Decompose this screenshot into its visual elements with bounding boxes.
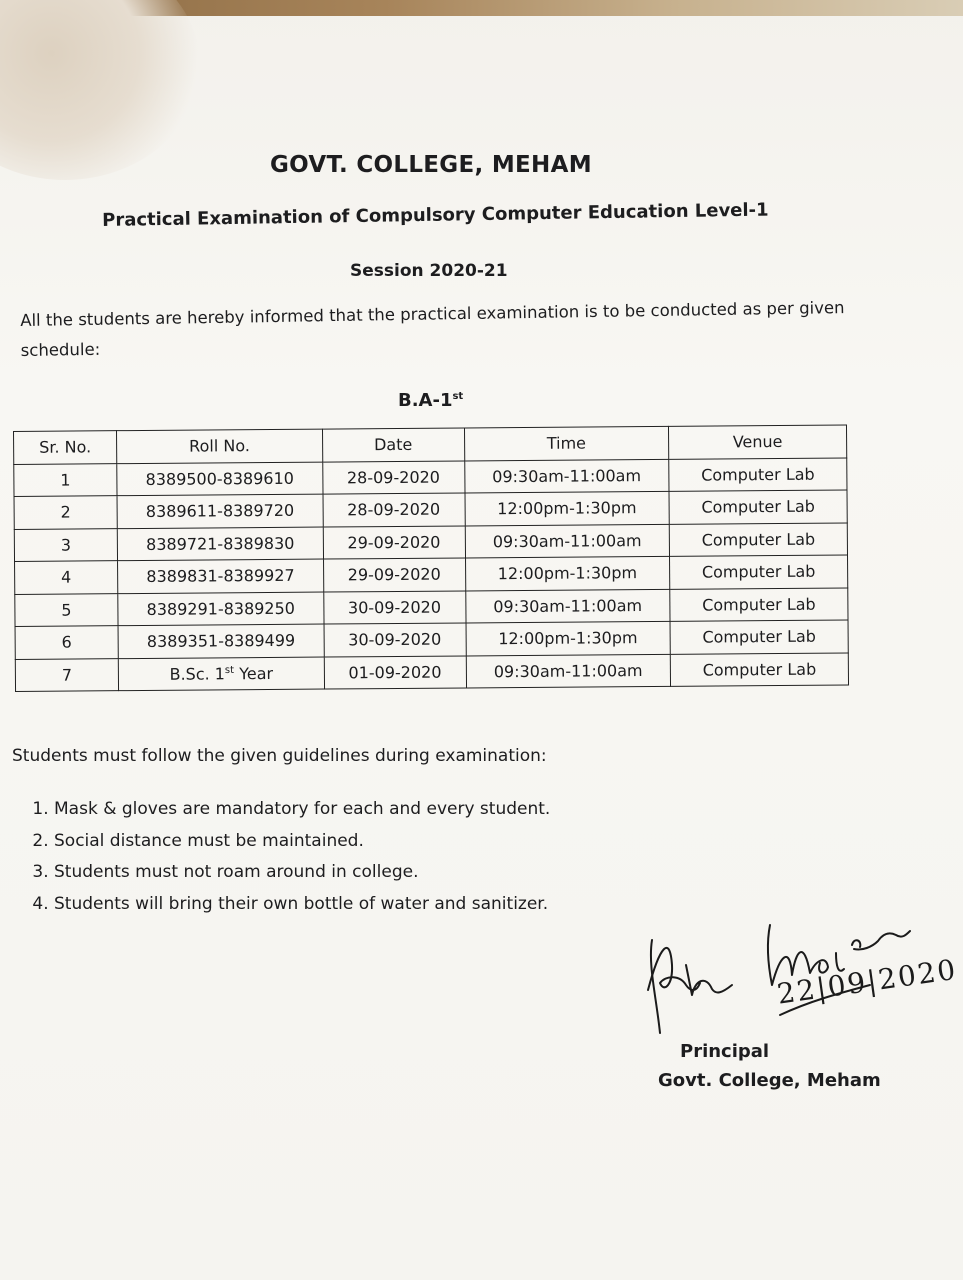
cell-roll xyxy=(118,657,324,691)
cell-date: 28-09-2020 xyxy=(322,460,464,494)
cell-date: 29-09-2020 xyxy=(323,558,465,592)
cell-roll-prefix: B.Sc. 1 xyxy=(169,664,226,684)
session-label: Session 2020-21 xyxy=(350,261,508,281)
cell-roll: 8389291-8389250 xyxy=(118,592,324,626)
table-row xyxy=(15,652,848,691)
cell-roll: 8389611-8389720 xyxy=(117,494,323,528)
cell-time: 09:30am-11:00am xyxy=(464,459,669,493)
class-label-text: B.A-1 xyxy=(398,390,453,411)
schedule-table-wrapper xyxy=(13,424,849,692)
signature-date: 22|09|2020 xyxy=(775,952,960,1011)
cell-venue: Computer Lab xyxy=(669,490,847,524)
exam-title: Practical Examination of Compulsory Computer Education Level-1 xyxy=(102,199,769,231)
cell-date: 28-09-2020 xyxy=(323,493,465,527)
cell-time: 09:30am-11:00am xyxy=(465,589,670,623)
cell-time: 09:30am-11:00am xyxy=(466,654,671,688)
col-header-venue: Venue xyxy=(669,425,847,459)
cell-time: 09:30am-11:00am xyxy=(465,524,670,558)
col-header-sr: Sr. No. xyxy=(14,431,117,464)
cell-sr: 6 xyxy=(15,626,118,659)
cell-venue: Computer Lab xyxy=(670,587,848,621)
cell-roll: 8389721-8389830 xyxy=(117,527,323,561)
cell-date: 30-09-2020 xyxy=(324,623,466,657)
cell-roll-sup: st xyxy=(224,664,235,676)
cell-roll-suffix: Year xyxy=(233,663,274,684)
cell-venue: Computer Lab xyxy=(670,620,848,654)
class-label-sup: st xyxy=(452,391,464,402)
cell-time: 12:00pm-1:30pm xyxy=(465,556,670,590)
notice-intro: All the students are hereby informed that the practical examination is to be conducted as per given schedule: xyxy=(20,298,845,360)
class-label xyxy=(398,390,463,411)
cell-date: 01-09-2020 xyxy=(324,655,466,689)
cell-sr: 7 xyxy=(15,658,118,691)
college-title: GOVT. COLLEGE, MEHAM xyxy=(270,152,592,178)
cell-date: 29-09-2020 xyxy=(323,525,465,559)
cell-venue: Computer Lab xyxy=(670,555,848,589)
cell-roll: 8389500-8389610 xyxy=(117,462,323,496)
guidelines-heading: Students must follow the given guidelines during examination: xyxy=(12,746,547,766)
list-item: 4. Students will bring their own bottle of water and sanitizer. xyxy=(54,889,550,921)
cell-date: 30-09-2020 xyxy=(323,590,465,624)
list-item: 2. Social distance must be maintained. xyxy=(54,826,550,858)
signatory-title: Principal xyxy=(680,1041,770,1062)
cell-sr: 4 xyxy=(15,561,118,594)
cell-time: 12:00pm-1:30pm xyxy=(465,491,670,525)
col-header-roll: Roll No. xyxy=(117,429,323,463)
col-header-date: Date xyxy=(322,428,464,462)
cell-venue: Computer Lab xyxy=(669,522,847,556)
list-item: 1. Mask & gloves are mandatory for each and every student. xyxy=(54,794,550,826)
cell-venue: Computer Lab xyxy=(670,652,848,686)
cell-sr: 3 xyxy=(14,528,117,561)
cell-sr: 1 xyxy=(14,463,117,496)
cell-sr: 5 xyxy=(15,593,118,626)
schedule-table xyxy=(13,424,849,692)
cell-venue: Computer Lab xyxy=(669,457,847,491)
col-header-time: Time xyxy=(464,426,669,460)
list-item: 3. Students must not roam around in college. xyxy=(54,857,550,889)
cell-sr: 2 xyxy=(14,496,117,529)
background-object xyxy=(0,0,200,180)
guidelines-list xyxy=(22,794,550,920)
cell-time: 12:00pm-1:30pm xyxy=(466,621,671,655)
signatory-institution: Govt. College, Meham xyxy=(658,1070,881,1091)
cell-roll: 8389831-8389927 xyxy=(118,559,324,593)
cell-roll: 8389351-8389499 xyxy=(118,624,324,658)
